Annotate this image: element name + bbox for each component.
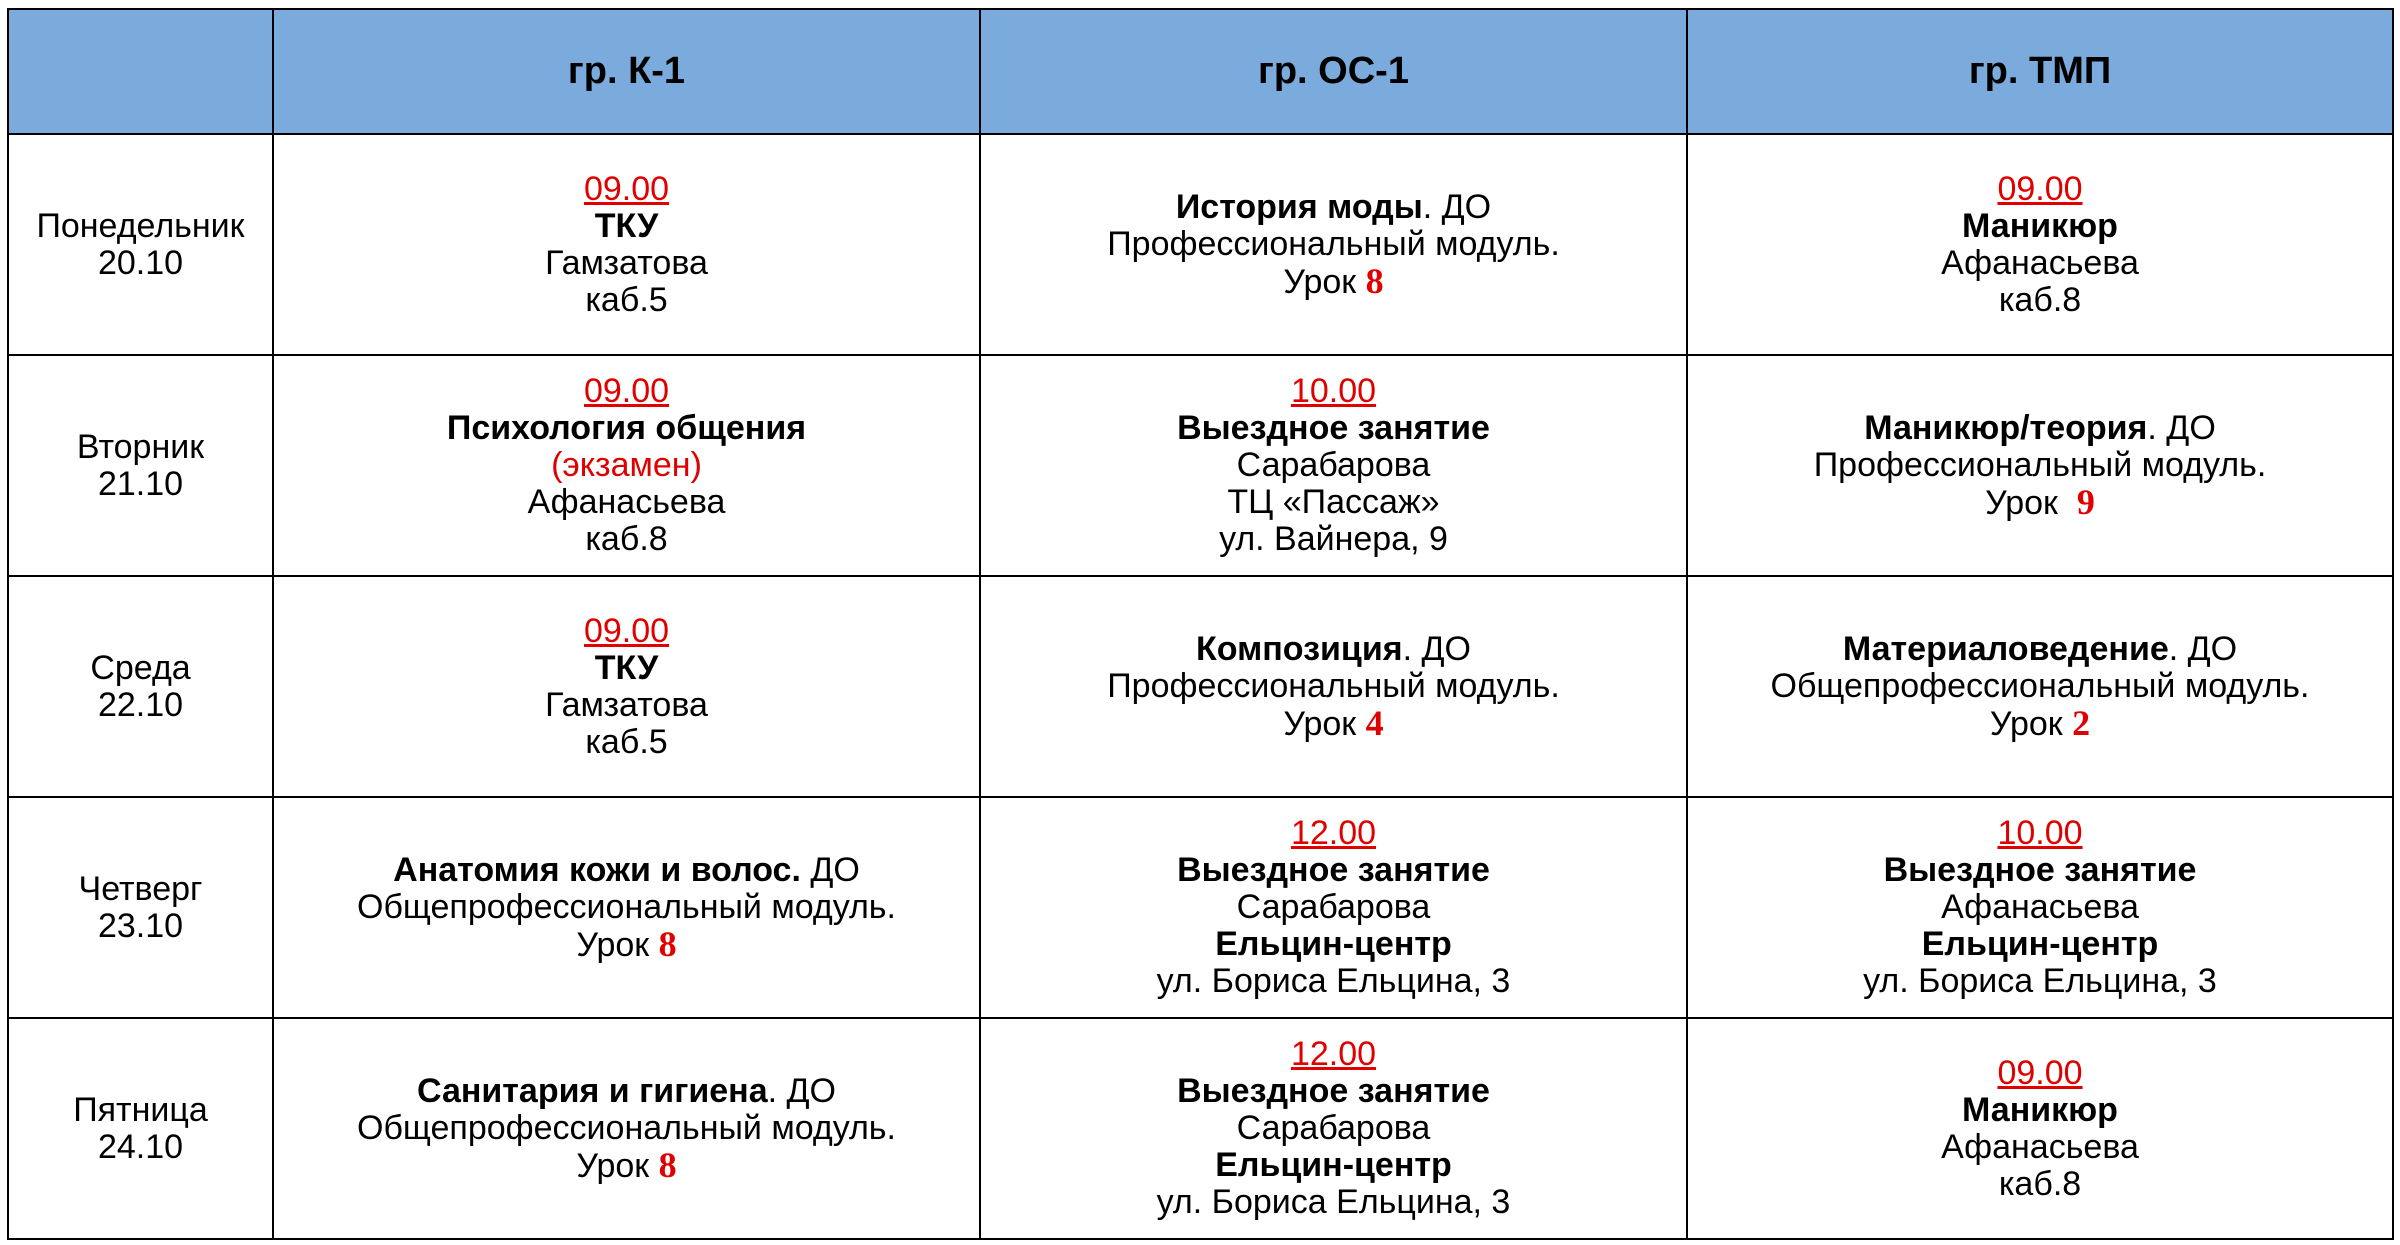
- lesson-number: 2: [2072, 702, 2091, 743]
- lesson-subject: Выездное занятие: [1177, 409, 1490, 447]
- lesson-module: Профессиональный модуль.: [1107, 666, 1560, 705]
- day-date: 24.10: [97, 1127, 184, 1166]
- table-row: [8, 797, 2393, 1018]
- lesson-place: Ельцин-центр: [1215, 1146, 1452, 1184]
- lesson-cell: [1687, 576, 2393, 797]
- lesson-place: ТЦ «Пассаж»: [1227, 483, 1440, 521]
- header-group-os1: гр. ОС-1: [980, 9, 1687, 134]
- day-cell: [8, 134, 273, 355]
- lesson-cell: [1687, 134, 2393, 355]
- lesson-mode: . ДО: [2147, 408, 2216, 447]
- lesson-time: 09.00: [1997, 1053, 2083, 1092]
- lesson-address: ул. Вайнера, 9: [1219, 520, 1448, 558]
- lesson-number: 4: [1365, 702, 1384, 743]
- lesson-number: 8: [658, 1144, 677, 1185]
- lesson-subject: Выездное занятие: [1177, 1072, 1490, 1110]
- lesson-cell: [980, 1018, 1687, 1239]
- lesson-room: каб.8: [585, 520, 668, 558]
- header-corner-cell: [8, 9, 273, 134]
- lesson-cell: [980, 134, 1687, 355]
- lesson-mode: . ДО: [1422, 187, 1492, 226]
- lesson-teacher: Афанасьева: [527, 483, 726, 521]
- lesson-time: 12.00: [1290, 814, 1377, 852]
- lesson-room: каб.5: [585, 722, 668, 761]
- lesson-subject: Маникюр: [1962, 206, 2118, 245]
- lesson-teacher: Гамзатова: [545, 243, 708, 282]
- table-row: [8, 134, 2393, 355]
- header-group-k1: гр. К-1: [273, 9, 980, 134]
- lesson-cell: [1687, 355, 2393, 576]
- lesson-cell: [980, 576, 1687, 797]
- lesson-time: 09.00: [583, 169, 670, 208]
- lesson-number: 8: [658, 923, 677, 964]
- lesson-teacher: Сарабарова: [1236, 1109, 1431, 1147]
- day-date: 21.10: [97, 464, 184, 503]
- day-name: Среда: [90, 648, 191, 687]
- lesson-teacher: Афанасьева: [1941, 243, 2139, 282]
- lesson-subject: ТКУ: [594, 648, 659, 687]
- lesson-cell: [273, 134, 980, 355]
- lesson-number: 8: [1365, 260, 1384, 301]
- lesson-subject: История моды: [1175, 187, 1423, 226]
- day-name: Пятница: [73, 1090, 208, 1129]
- lesson-cell: [1687, 797, 2393, 1018]
- lesson-mode: . ДО: [2168, 629, 2238, 668]
- lesson-label: Урок: [576, 1146, 659, 1185]
- lesson-address: ул. Бориса Ельцина, 3: [1156, 1183, 1511, 1221]
- table-row: [8, 355, 2393, 576]
- day-date: 22.10: [97, 685, 184, 724]
- lesson-mode: . ДО: [1402, 629, 1471, 668]
- header-group-tmp: гр. ТМП: [1687, 9, 2393, 134]
- lesson-module: Профессиональный модуль.: [1107, 224, 1560, 263]
- lesson-subject: Композиция: [1196, 629, 1403, 668]
- lesson-time: 12.00: [1290, 1035, 1377, 1073]
- lesson-subject: Выездное занятие: [1883, 851, 2197, 889]
- lesson-subject: Санитария и гигиена: [416, 1071, 768, 1110]
- day-date: 20.10: [97, 243, 184, 282]
- lesson-module: Общепрофессиональный модуль.: [1770, 666, 2310, 705]
- header-row: [8, 9, 2393, 134]
- lesson-subject: Психология общения: [446, 409, 807, 447]
- lesson-label: Урок: [576, 925, 659, 964]
- schedule-table: [7, 8, 2394, 1240]
- lesson-module: Общепрофессиональный модуль.: [357, 1108, 896, 1147]
- lesson-cell: [1687, 1018, 2393, 1239]
- lesson-time: 09.00: [1997, 169, 2083, 208]
- lesson-place: Ельцин-центр: [1215, 925, 1452, 963]
- lesson-address: ул. Бориса Ельцина, 3: [1863, 962, 2217, 1000]
- lesson-teacher: Сарабарова: [1236, 888, 1431, 926]
- lesson-cell: [980, 797, 1687, 1018]
- lesson-module: Профессиональный модуль.: [1813, 445, 2267, 484]
- lesson-address: ул. Бориса Ельцина, 3: [1156, 962, 1511, 1000]
- lesson-subject: Маникюр: [1962, 1090, 2118, 1129]
- lesson-room: каб.8: [1998, 1164, 2082, 1203]
- lesson-label: Урок: [1985, 483, 2077, 522]
- day-cell: [8, 576, 273, 797]
- lesson-room: каб.5: [585, 280, 668, 319]
- lesson-time: 09.00: [583, 611, 670, 650]
- lesson-module: Общепрофессиональный модуль.: [357, 887, 896, 926]
- lesson-time: 10.00: [1290, 372, 1377, 410]
- lesson-cell: [273, 1018, 980, 1239]
- lesson-subject: Материаловедение: [1842, 629, 2169, 668]
- lesson-teacher: Афанасьева: [1941, 1127, 2139, 1166]
- lesson-label: Урок: [1989, 704, 2073, 743]
- day-cell: [8, 797, 273, 1018]
- table-row: [8, 1018, 2393, 1239]
- lesson-subject: Маникюр/теория: [1864, 408, 2148, 447]
- lesson-time: 10.00: [1997, 814, 2083, 852]
- lesson-subject: Выездное занятие: [1177, 851, 1490, 889]
- lesson-teacher: Сарабарова: [1236, 446, 1431, 484]
- day-cell: [8, 355, 273, 576]
- lesson-room: каб.8: [1998, 280, 2082, 319]
- lesson-teacher: Афанасьева: [1941, 888, 2139, 926]
- lesson-cell: [980, 355, 1687, 576]
- day-name: Вторник: [76, 427, 205, 466]
- lesson-note: (экзамен): [551, 446, 702, 484]
- lesson-number: 9: [2076, 481, 2095, 522]
- day-name: Четверг: [78, 869, 203, 908]
- table-row: [8, 576, 2393, 797]
- lesson-mode: . ДО: [767, 1071, 837, 1110]
- lesson-cell: [273, 576, 980, 797]
- lesson-mode: ДО: [800, 850, 860, 889]
- lesson-teacher: Гамзатова: [545, 685, 708, 724]
- lesson-subject: Анатомия кожи и волос.: [393, 850, 801, 889]
- lesson-subject: ТКУ: [594, 206, 659, 245]
- lesson-cell: [273, 797, 980, 1018]
- day-name: Понедельник: [36, 206, 245, 245]
- day-date: 23.10: [97, 906, 184, 945]
- day-cell: [8, 1018, 273, 1239]
- lesson-label: Урок: [1283, 262, 1366, 301]
- lesson-cell: [273, 355, 980, 576]
- lesson-label: Урок: [1283, 704, 1366, 743]
- lesson-place: Ельцин-центр: [1921, 925, 2159, 963]
- lesson-time: 09.00: [583, 372, 670, 410]
